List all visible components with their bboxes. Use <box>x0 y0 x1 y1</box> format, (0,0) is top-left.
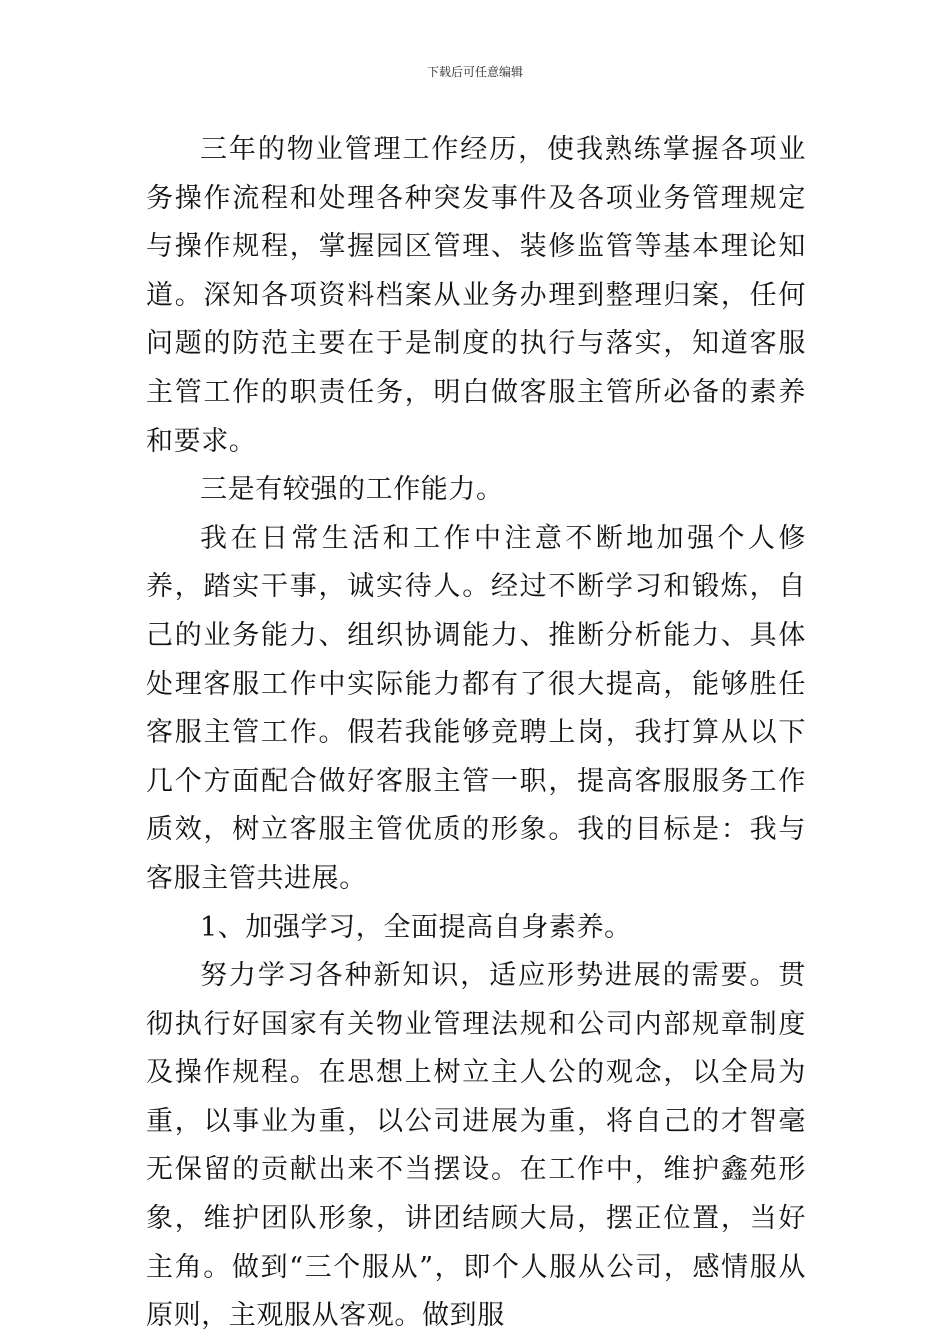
document-body <box>146 126 806 1341</box>
paragraph-self-cultivation: 我在日常生活和工作中注意不断地加强个人修养，踏实干事，诚实待人。经过不断学习和锻炼，自己的业务能力、组织协调能力、推断分析能力、具体处理客服工作中实际能力都有了很大提高，能够胜任客服主管工作。假若我能够竞聘上岗，我打算从以下几个方面配合做好客服主管一职，提高客服服务工作质效，树立客服主管优质的形象。我的目标是：我与客服主管共进展。 <box>146 522 806 894</box>
paragraph-study-heading: 1、加强学习，全面提高自身素养。 <box>200 911 632 943</box>
paragraph-study-detail: 努力学习各种新知识，适应形势进展的需要。贯彻执行好国家有关物业管理法规和公司内部规章制度及操作规程。在思想上树立主人公的观念，以全局为重，以事业为重，以公司进展为重，将自己的才智毫无保留的贡献出来不当摆设。在工作中，维护鑫苑形象，维护团队形象，讲团结顾大局，摆正位置，当好主角。做到“三个服从”，即个人服从公司，感情服从原则，主观服从客观。做到服 <box>146 960 806 1332</box>
page-header: 下载后可任意编辑 <box>426 65 523 79</box>
paragraph-ability-heading: 三是有较强的工作能力。 <box>200 474 504 506</box>
paragraph-work-experience: 三年的物业管理工作经历，使我熟练掌握各项业务操作流程和处理各种突发事件及各项业务管理规定与操作规程，掌握园区管理、装修监管等基本理论知道。深知各项资料档案从业务办理到整理归案，任何问题的防范主要在于是制度的执行与落实，知道客服主管工作的职责任务，明白做客服主管所必备的素养和要求。 <box>146 134 806 457</box>
